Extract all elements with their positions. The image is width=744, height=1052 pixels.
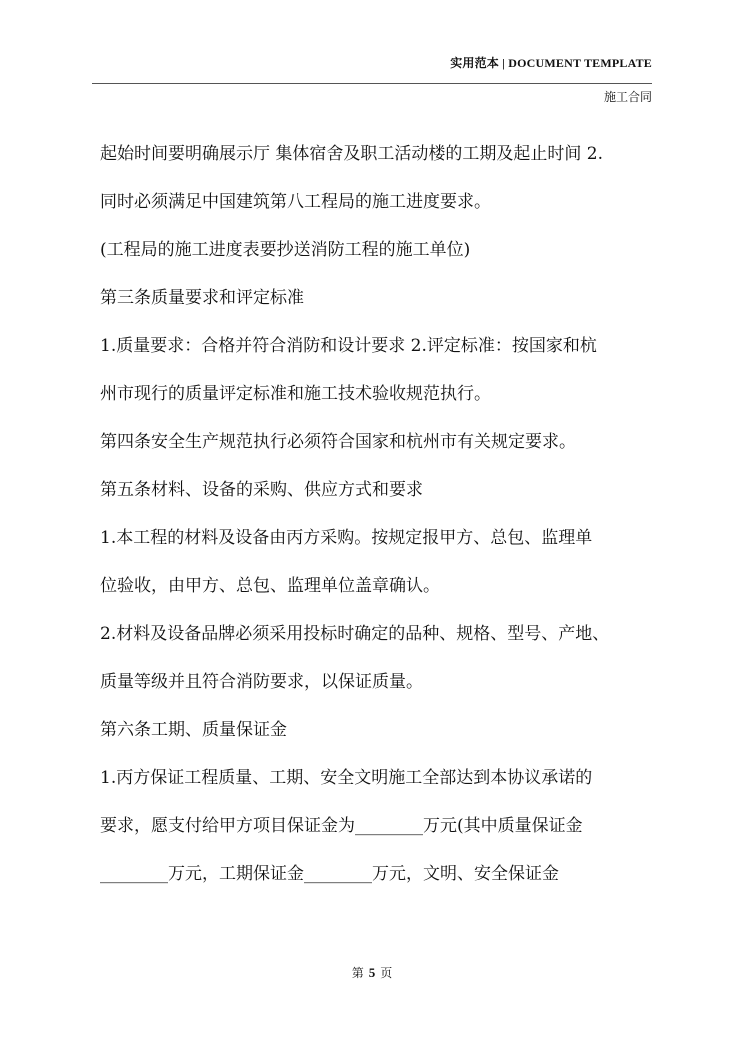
body-line: 同时必须满足中国建筑第八工程局的施工进度要求。 xyxy=(100,192,491,212)
body-line: 起始时间要明确展示厅 集体宿舍及职工活动楼的工期及起止时间 2. xyxy=(100,144,604,164)
body-line: (工程局的施工进度表要抄送消防工程的施工单位) xyxy=(100,240,471,260)
section-heading: 第三条质量要求和评定标准 xyxy=(100,288,304,308)
body-line: 质量等级并且符合消防要求，以保证质量。 xyxy=(100,672,423,692)
section-heading: 第四条安全生产规范执行必须符合国家和杭州市有关规定要求。 xyxy=(100,432,576,452)
body-line: 1.本工程的材料及设备由丙方采购。按规定报甲方、总包、监理单 xyxy=(100,528,593,548)
body-text xyxy=(100,142,660,910)
page-suffix: 页 xyxy=(380,966,393,980)
body-line: 1.质量要求：合格并符合消防和设计要求 2.评定标准：按国家和杭 xyxy=(100,336,597,356)
body-line: 2.材料及设备品牌必须采用投标时确定的品种、规格、型号、产地、 xyxy=(100,624,610,644)
body-line: 州市现行的质量评定标准和施工技术验收规范执行。 xyxy=(100,384,491,404)
section-heading: 第六条工期、质量保证金 xyxy=(100,720,287,740)
body-line: 位验收，由甲方、总包、监理单位盖章确认。 xyxy=(100,576,440,596)
header-subtitle: 施工合同 xyxy=(603,90,652,104)
header-divider xyxy=(92,83,652,84)
page-prefix: 第 xyxy=(351,966,364,980)
body-line: ________万元，工期保证金________万元，文明、安全保证金 xyxy=(100,864,559,884)
body-line: 1.丙方保证工程质量、工期、安全文明施工全部达到本协议承诺的 xyxy=(100,768,593,788)
page-number: 5 xyxy=(368,965,376,980)
page-footer xyxy=(0,964,744,981)
header-brand: 实用范本 | DOCUMENT TEMPLATE xyxy=(450,56,652,70)
body-line: 要求，愿支付给甲方项目保证金为________万元(其中质量保证金 xyxy=(100,816,583,836)
section-heading: 第五条材料、设备的采购、供应方式和要求 xyxy=(100,480,423,500)
